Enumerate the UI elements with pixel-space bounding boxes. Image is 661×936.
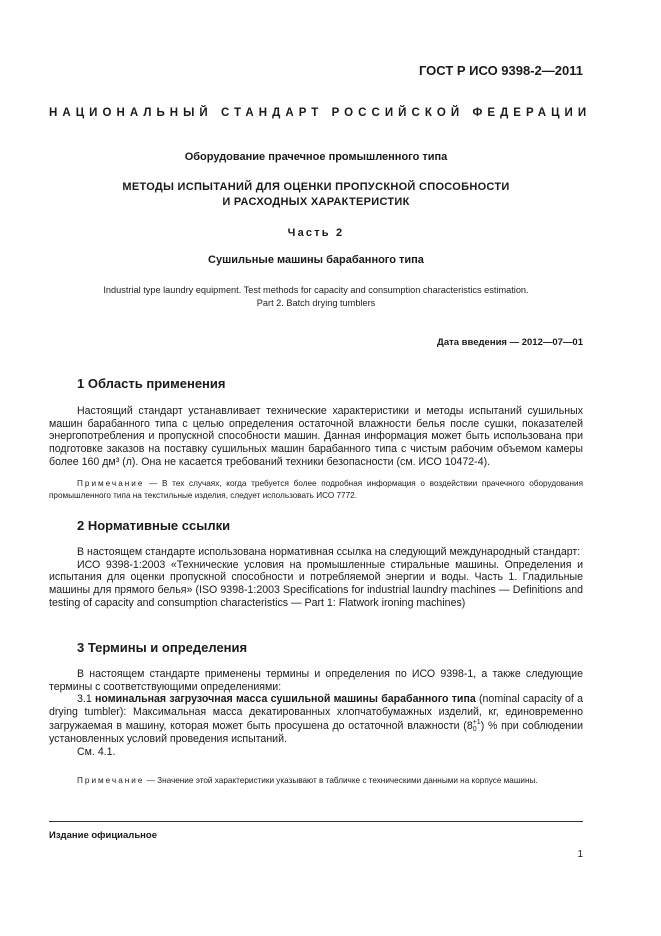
section-3-body (49, 668, 583, 758)
section-2-paragraph-1: В настоящем стандарте использована нормативная ссылка на следующий международный стандарт: (77, 546, 581, 558)
term-english: (nominal capacity of a drying tumbler): (49, 693, 584, 719)
section-3-heading: 3 Термины и определения (77, 640, 248, 655)
tolerance-upper: +1 (472, 718, 481, 726)
part-label: Часть 2 (287, 227, 345, 239)
see-reference: См. 4.1. (77, 745, 116, 758)
tolerance (473, 719, 481, 733)
note-text: — В тех случаях, когда требуется более подробная информация о воздействии прачечного оборудования промышленного типа на текстильные изделия, следует использовать ИСО 7772. (49, 479, 583, 500)
edition-label: Издание официальное (49, 830, 157, 841)
title-main-line-1: МЕТОДЫ ИСПЫТАНИЙ ДЛЯ ОЦЕНКИ ПРОПУСКНОЙ СПОСОБНОСТИ (122, 181, 510, 193)
note-label: Примечание (77, 479, 145, 488)
section-2-paragraph-2: ИСО 9398-1:2003 «Технические условия на промышленные стиральные машины. Определения и испытания для оценки пропускной способности и потребляемой энергии и воды. Часть 1. Гладильные машины для прямого белья» (ISO 9398-1:2003 Specifications for industrial laundry machines — Definitions and testing of capacity and consumption characteristics — Part 1: Flatwork ironing machines) (49, 558, 583, 609)
section-2-body (49, 546, 583, 610)
page-number: 1 (577, 849, 583, 860)
section-3-paragraph-1: В настоящем стандарте применены термины и определения по ИСО 9398-1, а также следующие термины с соответствующими определениями: (49, 668, 583, 693)
title-main-line-2: И РАСХОДНЫХ ХАРАКТЕРИСТИК (222, 196, 410, 208)
section-1-note (49, 478, 583, 502)
english-title-line-2: Part 2. Batch drying tumblers (256, 298, 376, 308)
note-text: — Значение этой характеристики указывают в табличке с техническими данными на корпусе машины. (144, 776, 538, 785)
term-3-1 (49, 693, 583, 745)
note-label: Примечание (77, 776, 145, 785)
introduction-date: Дата введения — 2012—07—01 (437, 337, 583, 348)
tolerance-lower: 0 (472, 725, 477, 733)
subtitle: Сушильные машины барабанного типа (208, 254, 424, 266)
section-3-note (49, 775, 583, 787)
term-name: номинальная загрузочная масса сушильной машины барабанного типа (95, 693, 476, 706)
english-title (49, 284, 583, 310)
section-1-heading: 1 Область применения (77, 376, 226, 391)
section-2-heading: 2 Нормативные ссылки (77, 518, 231, 533)
national-standard-banner: НАЦИОНАЛЬНЫЙ СТАНДАРТ РОССИЙСКОЙ ФЕДЕРАЦИИ (49, 107, 592, 119)
title-main (49, 180, 583, 210)
english-title-line-1: Industrial type laundry equipment. Test methods for capacity and consumption characteristics estimation. (103, 285, 529, 295)
term-definition: Максимальная масса декатированных хлопчатобумажных изделий, кг, единовременно загружаемая в машину, которая может быть просушена до остаточной влажности (8 (49, 706, 583, 732)
term-number: 3.1 (77, 693, 95, 706)
document-code: ГОСТ Р ИСО 9398-2—2011 (418, 63, 583, 78)
term-definition-end: ) % при соблюдении установленных условий проведения испытаний. (49, 719, 583, 745)
footer-divider (49, 821, 583, 822)
title-equipment: Оборудование прачечное промышленного типа (184, 151, 448, 163)
section-1-paragraph: Настоящий стандарт устанавливает технические характеристики и методы испытаний сушильных машин барабанного типа с целью определения остаточной влажности белья после сушки, показателей энергопотребления и пропускной способности машин. Данная информация может быть использована при подготовке заказов на поставку сушильных машин барабанного типа с чистым рабочим объемом камеры более 160 дм³ (л). Она не касается требований техники безопасности (см. ИСО 10472-4). (49, 405, 583, 468)
